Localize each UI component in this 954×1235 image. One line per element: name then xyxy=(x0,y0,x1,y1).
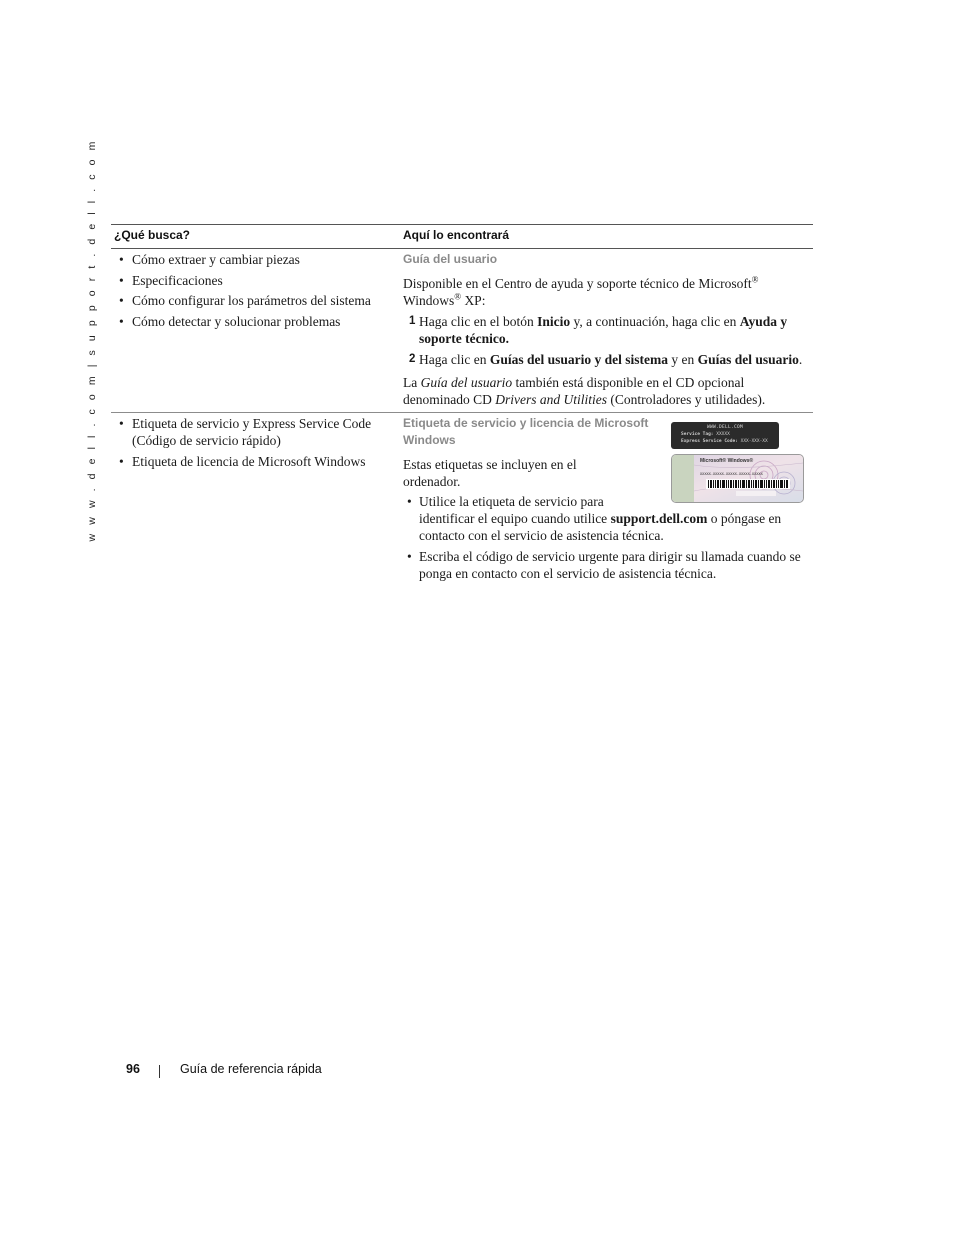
page-number: 96 xyxy=(126,1062,140,1076)
row2-left xyxy=(117,415,392,473)
step-2: 2 Haga clic en Guías del usuario y del sistema y en Guías del usuario. xyxy=(409,352,803,367)
header-right: Aquí lo encontrará xyxy=(403,228,510,242)
service-tag-title: Etiqueta de servicio y licencia de Microsoft Windows xyxy=(403,416,649,447)
service-tag-image: WWW.DELL.COM Service Tag: XXXXX Express Service Code: XXX-XXX-XX xyxy=(671,422,779,449)
row1-left xyxy=(117,251,392,333)
row-divider xyxy=(111,412,813,413)
cd-text: La Guía del usuario también está disponible en el CD opcional denominado CD Drivers and Utilities (Controladores y utilidades). xyxy=(403,375,766,407)
list-item: • Etiqueta de licencia de Microsoft Windows xyxy=(117,453,392,470)
header-left: ¿Qué busca? xyxy=(114,228,191,242)
step-1: 1 Haga clic en el botón Inicio y, a continuación, haga clic en Ayuda y soporte técnico. xyxy=(409,314,788,346)
header-bottom-rule xyxy=(111,248,813,249)
table-top-rule xyxy=(111,224,813,225)
list-item: • Especificaciones xyxy=(117,272,392,289)
side-url-text: w w w . d e l l . c o m | s u p p o r t . d e l l . c o m xyxy=(86,138,98,542)
list-item: • Cómo extraer y cambiar piezas xyxy=(117,251,392,268)
labels-intro: Estas etiquetas se incluyen en el ordenador. xyxy=(403,457,577,489)
list-item: • Etiqueta de servicio y Express Service Code (Código de servicio rápido) xyxy=(117,415,392,449)
row1-right xyxy=(403,251,813,408)
license-label-image: Microsoft® Windows® XXXXX-XXXXX-XXXXX-XXXXX-XXXXX xyxy=(671,454,804,503)
list-item: • Utilice la etiqueta de servicio para identificar el equipo cuando utilice support.dell.com o póngase en contacto con el servicio de asistencia técnica. xyxy=(403,493,813,544)
list-item: • Escriba el código de servicio urgente para dirigir su llamada cuando se ponga en contacto con el servicio de asistencia técnica. xyxy=(403,548,813,582)
availability-text: Disponible en el Centro de ayuda y soporte técnico de Microsoft® Windows® XP: xyxy=(403,274,759,308)
footer-title: Guía de referencia rápida xyxy=(180,1062,322,1076)
footer-separator xyxy=(159,1065,160,1078)
list-item: • Cómo configurar los parámetros del sistema xyxy=(117,292,392,309)
list-item: • Cómo detectar y solucionar problemas xyxy=(117,313,392,330)
user-guide-title: Guía del usuario xyxy=(403,252,498,266)
